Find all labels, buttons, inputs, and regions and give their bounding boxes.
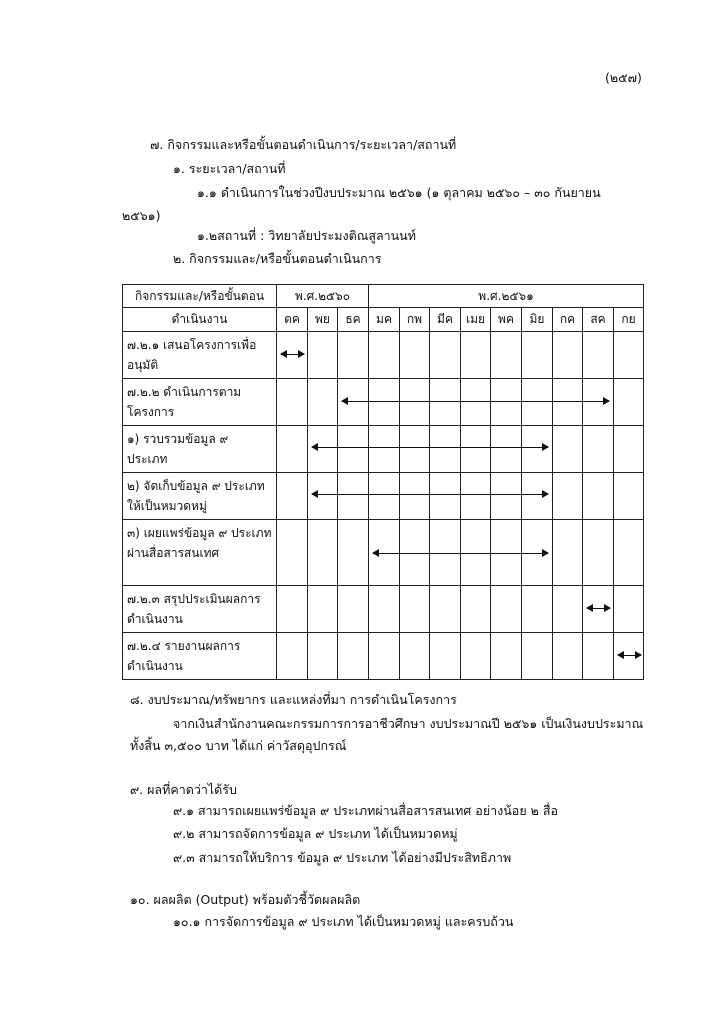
month-cell bbox=[522, 520, 553, 586]
month-cell bbox=[614, 633, 644, 680]
month-cell bbox=[338, 332, 369, 379]
month-cell bbox=[583, 426, 614, 473]
month-cell bbox=[369, 426, 400, 473]
month-cell bbox=[369, 520, 400, 586]
activity-label: ๗.๒.๒ ดำเนินการตามโครงการ bbox=[123, 379, 277, 426]
month-cell bbox=[461, 426, 491, 473]
month-cell bbox=[338, 520, 369, 586]
month-cell bbox=[583, 586, 614, 633]
month-cell bbox=[277, 473, 308, 520]
gantt-row bbox=[123, 473, 644, 520]
month-cell bbox=[400, 426, 430, 473]
gantt-row bbox=[123, 426, 644, 473]
month-cell bbox=[430, 633, 461, 680]
month-cell bbox=[461, 633, 491, 680]
activity-label: ๗.๒.๓ สรุปประเมินผลการดำเนินงาน bbox=[123, 586, 277, 633]
month-cell bbox=[308, 379, 338, 426]
section-8-heading: ๘. งบประมาณ/ทรัพยากร และแหล่งที่มา การดำเนินโครงการ bbox=[130, 692, 457, 707]
month-header: เมย bbox=[461, 308, 491, 332]
section-7-heading: ๗. กิจกรรมและหรือขั้นตอนดำเนินการ/ระยะเวลา/สถานที่ bbox=[150, 137, 457, 152]
month-cell bbox=[400, 332, 430, 379]
activity-label: ๓) เผยแพร่ข้อมูล ๙ ประเภท ผ่านสื่อสารสนเทศ bbox=[123, 520, 277, 586]
month-cell bbox=[277, 379, 308, 426]
month-cell bbox=[553, 586, 583, 633]
activity-label: ๑) รวบรวมข้อมูล ๙ ประเภท bbox=[123, 426, 277, 473]
gantt-row bbox=[123, 379, 644, 426]
month-cell bbox=[369, 332, 400, 379]
activity-header-line1: กิจกรรมและ/หรือขั้นตอน bbox=[123, 285, 277, 308]
timeline-arrow bbox=[281, 354, 304, 355]
month-cell bbox=[338, 586, 369, 633]
month-header: กค bbox=[553, 308, 583, 332]
year-header-2560: พ.ศ.๒๕๖๐ bbox=[277, 285, 369, 308]
activity-label: ๗.๒.๑ เสนอโครงการเพื่ออนุมัติ bbox=[123, 332, 277, 379]
section-9-item-1: ๙.๑ สามารถเผยแพร่ข้อมูล ๙ ประเภทผ่านสื่อสารสนเทศ อย่างน้อย ๒ สื่อ bbox=[173, 803, 558, 818]
month-cell bbox=[400, 633, 430, 680]
month-cell bbox=[491, 332, 522, 379]
section-7-1-2-location: ๑.๒สถานที่ : วิทยาลัยประมงติณสูลานนท์ bbox=[197, 228, 416, 243]
month-cell bbox=[614, 520, 644, 586]
month-cell bbox=[583, 520, 614, 586]
section-9-item-3: ๙.๓ สามารถให้บริการ ข้อมูล ๙ ประเภท ได้อย่างมีประสิทธิภาพ bbox=[173, 850, 512, 865]
month-cell bbox=[614, 473, 644, 520]
month-cell bbox=[430, 379, 461, 426]
month-cell bbox=[338, 633, 369, 680]
month-cell bbox=[461, 586, 491, 633]
month-cell bbox=[522, 379, 553, 426]
section-7-1-1-line2: ๒๕๖๑) bbox=[122, 208, 161, 223]
gantt-row bbox=[123, 633, 644, 680]
gantt-table bbox=[122, 284, 644, 680]
month-cell bbox=[614, 379, 644, 426]
year-header-2561: พ.ศ.๒๕๖๑ bbox=[369, 285, 644, 308]
gantt-row bbox=[123, 586, 644, 633]
month-header: กย bbox=[614, 308, 644, 332]
month-cell bbox=[461, 332, 491, 379]
month-header: พย bbox=[308, 308, 338, 332]
section-9-heading: ๙. ผลที่คาดว่าได้รับ bbox=[130, 782, 237, 797]
month-cell bbox=[491, 426, 522, 473]
timeline-arrow bbox=[587, 608, 610, 609]
month-cell bbox=[308, 473, 338, 520]
month-cell bbox=[430, 520, 461, 586]
section-10-heading: ๑๐. ผลผลิต (Output) พร้อมตัวชี้วัดผลผลิต bbox=[130, 892, 361, 907]
month-header: มิย bbox=[522, 308, 553, 332]
section-7-2-heading: ๒. กิจกรรมและ/หรือขั้นตอนดำเนินการ bbox=[173, 251, 382, 266]
month-cell bbox=[522, 332, 553, 379]
month-cell bbox=[614, 586, 644, 633]
month-cell bbox=[277, 426, 308, 473]
month-cell bbox=[491, 633, 522, 680]
month-header: ธค bbox=[338, 308, 369, 332]
month-cell bbox=[369, 633, 400, 680]
month-header: สค bbox=[583, 308, 614, 332]
month-cell bbox=[553, 379, 583, 426]
month-cell bbox=[522, 426, 553, 473]
month-cell bbox=[522, 586, 553, 633]
month-cell bbox=[491, 520, 522, 586]
activity-header-line2: ดำเนินงาน bbox=[123, 308, 277, 332]
month-cell bbox=[308, 520, 338, 586]
month-cell bbox=[338, 473, 369, 520]
activity-label: ๗.๒.๔ รายงานผลการดำเนินงาน bbox=[123, 633, 277, 680]
timeline-arrow bbox=[618, 655, 641, 656]
month-cell bbox=[583, 633, 614, 680]
month-cell bbox=[461, 379, 491, 426]
month-cell bbox=[583, 473, 614, 520]
month-cell bbox=[430, 426, 461, 473]
activity-label: ๒) จัดเก็บข้อมูล ๙ ประเภท ให้เป็นหมวดหมู่ bbox=[123, 473, 277, 520]
section-8-line2: ทั้งสิ้น ๓,๕๐๐ บาท ได้แก่ ค่าวัสดุอุปกรณ์ bbox=[130, 738, 347, 753]
month-cell bbox=[277, 520, 308, 586]
section-7-1-1-line1: ๑.๑ ดำเนินการในช่วงปีงบประมาณ ๒๕๖๑ (๑ ตุลาคม ๒๕๖๐ – ๓๐ กันยายน bbox=[197, 185, 601, 200]
month-cell bbox=[369, 379, 400, 426]
month-cell bbox=[583, 379, 614, 426]
month-cell bbox=[308, 586, 338, 633]
month-cell bbox=[277, 633, 308, 680]
month-cell bbox=[583, 332, 614, 379]
page-number: (๒๕๗) bbox=[605, 70, 642, 85]
month-cell bbox=[369, 586, 400, 633]
month-cell bbox=[308, 633, 338, 680]
month-cell bbox=[553, 520, 583, 586]
month-cell bbox=[553, 332, 583, 379]
month-cell bbox=[400, 586, 430, 633]
month-cell bbox=[491, 473, 522, 520]
month-cell bbox=[553, 473, 583, 520]
month-header: มีค bbox=[430, 308, 461, 332]
month-header: มค bbox=[369, 308, 400, 332]
month-cell bbox=[430, 332, 461, 379]
month-cell bbox=[369, 473, 400, 520]
month-cell bbox=[522, 473, 553, 520]
month-cell bbox=[400, 473, 430, 520]
month-cell bbox=[277, 332, 308, 379]
month-cell bbox=[614, 426, 644, 473]
month-cell bbox=[400, 379, 430, 426]
month-header: กพ bbox=[400, 308, 430, 332]
month-cell bbox=[400, 520, 430, 586]
month-cell bbox=[430, 473, 461, 520]
month-cell bbox=[553, 633, 583, 680]
month-header: พค bbox=[491, 308, 522, 332]
month-cell bbox=[522, 633, 553, 680]
month-cell bbox=[338, 426, 369, 473]
month-header: ตค bbox=[277, 308, 308, 332]
month-cell bbox=[461, 473, 491, 520]
month-cell bbox=[277, 586, 308, 633]
section-7-1-heading: ๑. ระยะเวลา/สถานที่ bbox=[173, 161, 286, 176]
gantt-row bbox=[123, 332, 644, 379]
month-cell bbox=[430, 586, 461, 633]
month-cell bbox=[491, 586, 522, 633]
month-cell bbox=[308, 332, 338, 379]
section-8-line1: จากเงินสำนักงานคณะกรรมการการอาชีวศึกษา งบประมาณปี ๒๕๖๑ เป็นเงินงบประมาณ bbox=[173, 716, 644, 731]
month-cell bbox=[338, 379, 369, 426]
month-cell bbox=[553, 426, 583, 473]
month-cell bbox=[491, 379, 522, 426]
month-cell bbox=[461, 520, 491, 586]
month-cell bbox=[614, 332, 644, 379]
section-9-item-2: ๙.๒ สามารถจัดการข้อมูล ๙ ประเภท ได้เป็นหมวดหมู่ bbox=[173, 826, 458, 841]
month-cell bbox=[308, 426, 338, 473]
section-10-item-1: ๑๐.๑ การจัดการข้อมูล ๙ ประเภท ได้เป็นหมวดหมู่ และครบถ้วน bbox=[173, 914, 514, 929]
gantt-row bbox=[123, 520, 644, 586]
